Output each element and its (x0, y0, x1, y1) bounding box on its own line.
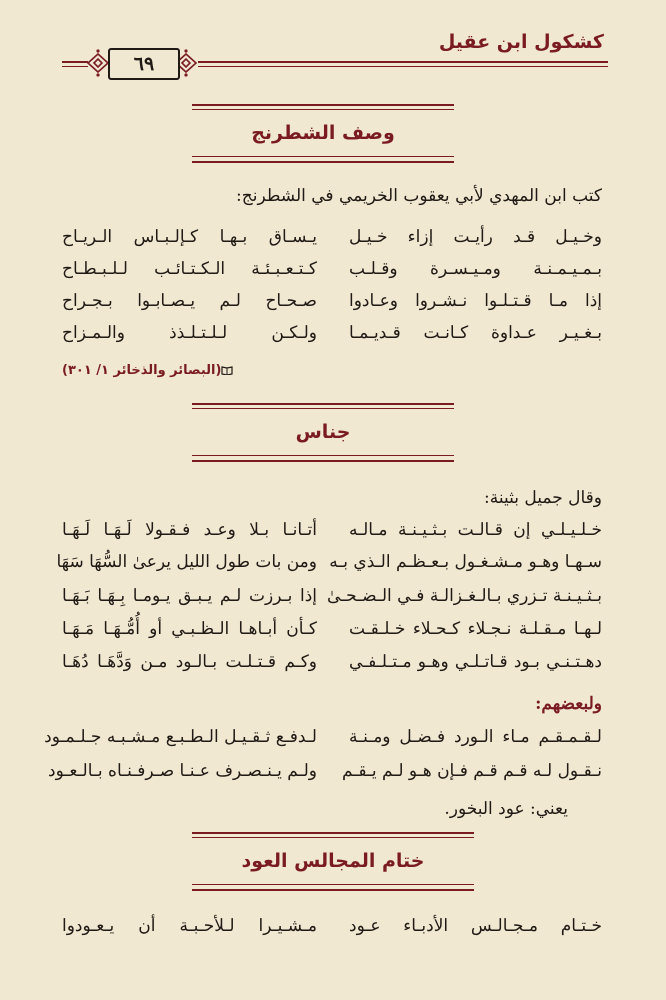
verse-right: لـقـمـقـم مـاء الـورد فـضـل ومـنـة (349, 727, 602, 747)
verse-right: خـتـام مـجـالـس الأدبـاء عـود (349, 916, 602, 936)
verse-right: سـهـا وهـو مـشـغـول بـعـظـم الـذي بـه (329, 552, 602, 572)
section-title: ختام المجالس العود (241, 850, 425, 872)
section-heading-chess (192, 104, 454, 164)
section-heading-oud (192, 832, 474, 892)
verse-right: خـلـيـلـي إن قـالـت بـثـيـنـة مـالـه (349, 520, 602, 540)
jinas-note: يعني: عود البخور. (444, 799, 568, 819)
verse-left: صـحـاح لـم يـصـابـوا بـجـراح (62, 291, 317, 311)
verse-right: بـغـيـر عـداوة كـانـت قـديـمـا (349, 323, 602, 343)
page-number: ٦٩ (108, 48, 180, 80)
verse-left: وكـم قـتـلـت بـالـود مـن وَدَّهَـا دُهَـا (62, 652, 317, 672)
jinas-intro-2: ولبعضهم: (535, 694, 602, 714)
verse-left: لـدفـع ثـقـيـل الـطـبـع مـشـبـه جـلـمـود (44, 727, 317, 747)
section-title: وصف الشطرنج (251, 122, 395, 144)
verse-right: نـقـول لـه قـم قـم فـإن هـو لـم يـقـم (342, 761, 602, 781)
verse-left: ومن بات طول الليل يرعىٰ السُّهَا سَهَا (56, 552, 317, 572)
jinas-intro: وقال جميل بثينة: (484, 488, 602, 508)
verse-left: إذا بـرزت لـم يـبـق يـومـا بِـهَـا بَـهَـا (62, 586, 317, 606)
verse-right: لـهـا مـقـلـة نـجـلاء كـحـلاء خـلـقـت (349, 619, 602, 639)
source-citation (62, 363, 237, 378)
verse-left: ولـم يـنـصـرف عـنـا صـرفـنـاه بـالـعـود (48, 761, 317, 781)
source-text: (البصائر والذخائر ١/ ٣٠١) (62, 363, 222, 378)
book-title: كشكول ابن عقيل (438, 31, 604, 53)
verse-left: كـأن أبـاهـا الـظـبـي أو أُمُّـهَـا مَـهَـا (62, 619, 317, 639)
verse-right: بـمـيـمـنـة ومـيـسـرة وقـلـب (349, 259, 602, 279)
header-rule-thin (198, 66, 608, 67)
verse-left: يـسـاق بـهـا كـإلـبـاس الـريـاح (62, 227, 317, 247)
verse-left: أتـانـا بـلا وعـد فـقـولا لَـهَـا لَـهَـا (62, 520, 317, 540)
verse-right: دهـتـنـي بـود قـاتـلـي وهـو مـتـلـفـي (349, 652, 602, 672)
section-title: جناس (295, 421, 351, 443)
verse-left: كـتـعـبـئـة الـكـتـائـب لـلـبـطـاح (62, 259, 317, 279)
header-rule (198, 61, 608, 63)
verse-right: إذا مـا قـتـلـوا نـشـروا وعـادوا (349, 291, 602, 311)
verse-left: ولـكـن لـلـتـلـذذ والـمـزاح (62, 323, 317, 343)
verse-right: بـثـيـنـة تـزري بـالـغـزالـة فـي الـضـحـىٰ (327, 586, 602, 606)
chess-intro: كتب ابن المهدي لأبي يعقوب الخريمي في الشطرنج: (236, 186, 602, 206)
book-icon (221, 365, 233, 375)
section-heading-jinas (192, 403, 454, 463)
verse-left: مـشـيـرا لـلأحـبـة أن يـعـودوا (62, 916, 317, 936)
verse-right: وخـيـل قـد رأيـت إزاء خـيـل (349, 227, 602, 247)
